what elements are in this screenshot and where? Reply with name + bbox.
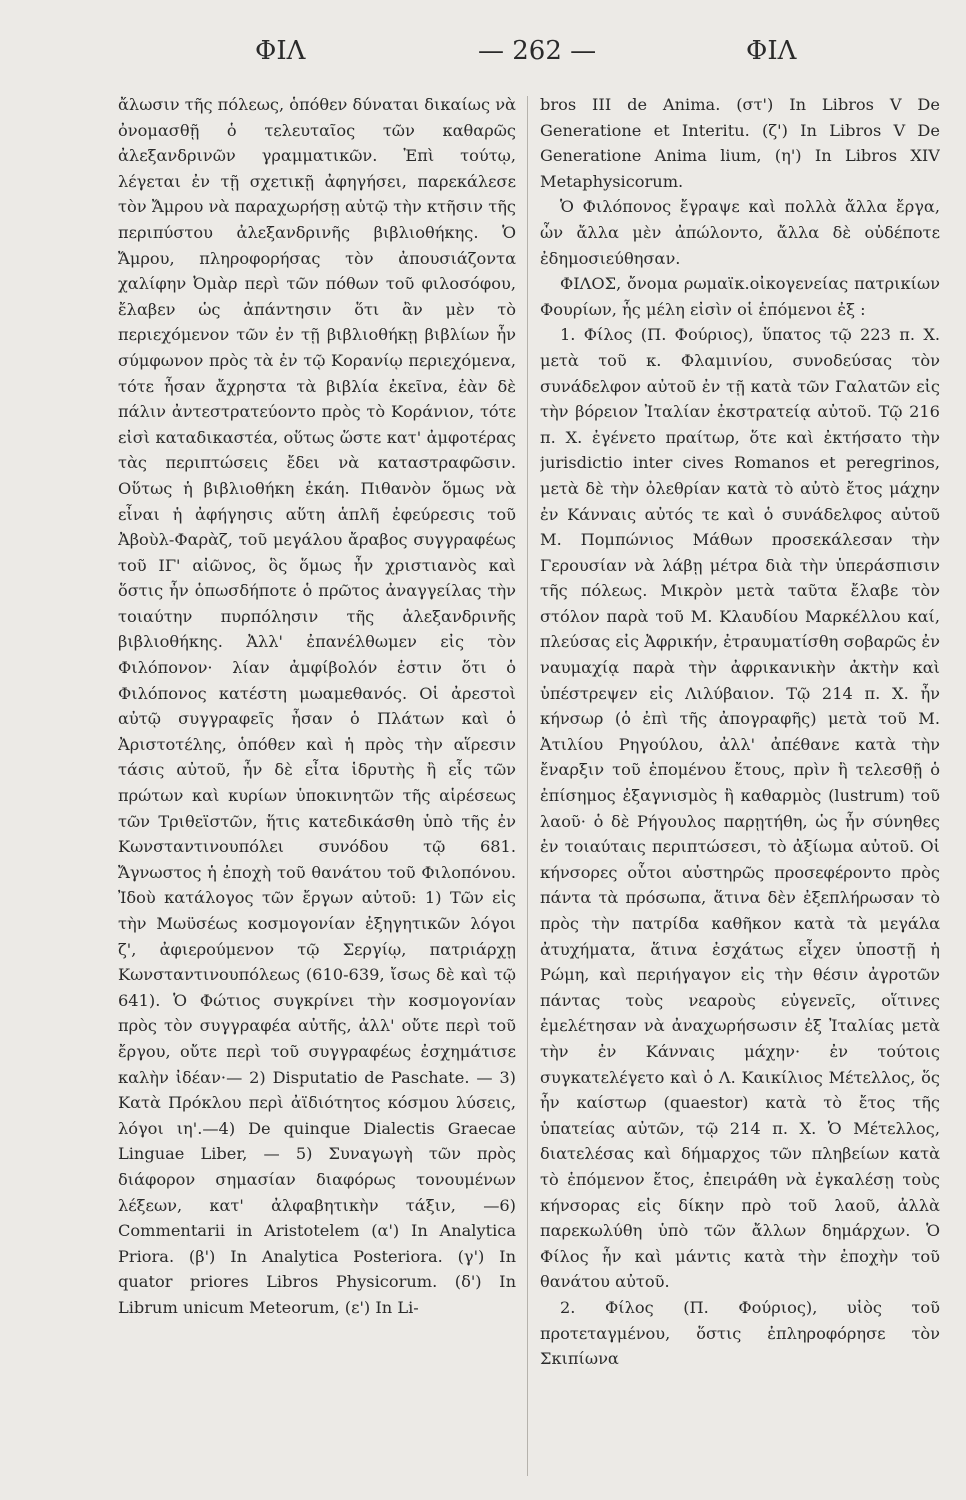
left-column <box>118 92 516 1482</box>
page-number: — 262 — <box>478 36 597 66</box>
header-right: ΦΙΛ <box>746 36 797 66</box>
running-header <box>0 36 966 76</box>
right-paragraph: 1. Φίλος (Π. Φούριος), ὕπατος τῷ 223 π. Χ. μετὰ τοῦ κ. Φλαμινίου, συνοδεύσας τὸν συνάδελφον αὐτοῦ ἐν τῇ κατὰ τῶν Γαλατῶν εἰς τὴν βόρειον Ἰταλίαν ἐκστρατείᾳ αὐτοῦ. Τῷ 216 π. Χ. ἐγένετο πραίτωρ, ὅτε καὶ ἐκτήσατο τὴν jurisdictio inter cives Romanos et peregrinos, μετὰ δὲ τὴν ὀλεθρίαν κατὰ τὸ αὐτὸ ἔτος μάχην ἐν Κάνναις αὐτός τε καὶ ὁ συνάδελφος αὐτοῦ Μ. Πομπώνιος Μάθων προσεκάλεσαν τὴν Γερουσίαν νὰ λάβῃ μέτρα διὰ τὴν ὑπεράσπισιν τῆς πόλεως. Μικρὸν μετὰ ταῦτα ἔλαβε τὸν στόλον παρὰ τοῦ Μ. Κλαυδίου Μαρκέλλου καί, πλεύσας εἰς Ἀφρικήν, ἐτραυματίσθη σοβαρῶς ἐν ναυμαχίᾳ παρὰ τὴν ἀφρικανικὴν ἀκτὴν καὶ ὑπέστρεψεν εἰς Λιλύβαιον. Τῷ 214 π. Χ. ἦν κήνσωρ (ὁ ἐπὶ τῆς ἀπογραφῆς) μετὰ τοῦ Μ. Ἀτιλίου Ρηγούλου, ἀλλ' ἀπέθανε κατὰ τὴν ἔναρξιν τοῦ ἑπομένου ἔτους, πρὶν ἢ τελεσθῇ ὁ ἐπίσημος ἐξαγνισμὸς ἢ καθαρμὸς (lustrum) τοῦ λαοῦ· ὁ δὲ Ρήγουλος παρῃτήθη, ὡς ἦν σύνηθες ἐν τοιαύταις περιπτώσεσι, τὸ ἀξίωμα αὐτοῦ. Οἱ κήνσορες οὗτοι αὐστηρῶς προσεφέροντο πρὸς πάντα τὰ πρόσωπα, ἅτινα δὲν ἐξεπλήρωσαν τὸ πρὸς τὴν πατρίδα καθῆκον κατὰ τὰ μεγάλα ἀτυχήματα, ἅτινα ἐσχάτως εἶχεν ὑποστῇ ἡ Ρώμη, καὶ περιήγαγον εἰς τὴν θέσιν ἀγροτῶν πάντας τοὺς νεαροὺς εὐγενεῖς, οἵτινες ἐμελέτησαν νὰ ἀναχωρήσωσιν ἐξ Ἰταλίας μετὰ τὴν ἐν Κάνναις μάχην· ἐν τούτοις συγκατελέγετο καὶ ὁ Λ. Καικίλιος Μέτελλος, ὅς ἦν καίστωρ (quaestor) κατὰ τὸ ἔτος τῆς ὑπατείας αὐτῶν, τῷ 214 π. Χ. Ὁ Μέτελλος, διατελέσας καὶ δήμαρχος τῶν πληβείων κατὰ τὸ ἑπόμενον ἔτος, ἐπειράθη νὰ ἐγκαλέσῃ τοὺς κήνσορας εἰς δίκην πρὸ τοῦ λαοῦ, ἀλλὰ παρεκωλύθη ὑπὸ τῶν ἄλλων δημάρχων. Ὁ Φίλος ἦν καὶ μάντις κατὰ τὴν ἐποχὴν τοῦ θανάτου αὐτοῦ. <box>540 325 940 1292</box>
right-paragraph: Ὁ Φιλόπονος ἔγραψε καὶ πολλὰ ἄλλα ἔργα, ὧν ἄλλα μὲν ἀπώλοντο, ἄλλα δὲ οὐδέποτε ἐδημοσιεύθησαν. <box>540 197 940 268</box>
right-column <box>540 92 940 1482</box>
column-divider <box>527 96 528 1476</box>
right-paragraph: ΦΙΛΟΣ, ὄνομα ρωμαϊκ.οἰκογενείας πατρικίων Φουρίων, ἧς μέλη εἰσὶν οἱ ἑπόμενοι ἐξ : <box>540 274 940 319</box>
right-paragraph: bros III de Anima. (στ') In Libros V De Generatione et Interitu. (ζ') In Libros V De Generatione Anima lium, (η') In Libros XIV Metaphysicorum. <box>540 95 940 191</box>
left-paragraph: ἄλωσιν τῆς πόλεως, ὁπόθεν δύναται δικαίως νὰ ὀνομασθῇ ὁ τελευταῖος τῶν καθαρῶς ἀλεξανδρινῶν γραμματικῶν. Ἐπὶ τούτῳ, λέγεται ἐν τῇ σχετικῇ ἀφηγήσει, παρεκάλεσε τὸν Ἄμρου νὰ παραχωρήσῃ αὐτῷ τὴν κτῆσιν τῆς περιπύστου ἀλεξανδρινῆς βιβλιοθήκης. Ὁ Ἄμρου, πληροφορήσας τὸν ἀπουσιάζοντα χαλίφην Ὀμὰρ περὶ τῶν πόθων τοῦ φιλοσόφου, ἔλαβεν ὡς ἀπάντησιν ὅτι ἂν μὲν τὸ περιεχόμενον τῶν ἐν τῇ βιβλιοθήκῃ βιβλίων ἦν σύμφωνον πρὸς τὰ ἐν τῷ Κορανίῳ περιεχόμενα, τότε ἦσαν ἄχρηστα τὰ βιβλία ἐκεῖνα, ἐὰν δὲ πάλιν ἀντεστρατεύοντο πρὸς τὸ Κοράνιον, τότε εἰσὶ καταδικαστέα, οὕτως ὥστε κατ' ἀμφοτέρας τὰς περιπτώσεις ἔδει νὰ καταστραφῶσιν. Οὕτως ἡ βιβλιοθήκη ἐκάη. Πιθανὸν ὅμως νὰ εἶναι ἡ ἀφήγησις αὕτη ἁπλῆ ἐφεύρεσις τοῦ Ἀβοὺλ-Φαρὰζ, τοῦ μεγάλου ἄραβος συγγραφέως τοῦ ΙΓ' αἰῶνος, ὃς ὅμως ἦν χριστιανὸς καὶ ὅστις ἦν ὁπωσδήποτε ὁ πρῶτος ἀναγγείλας τὴν τοιαύτην πυρπόλησιν τῆς ἀλεξανδρινῆς βιβλιοθήκης. Ἀλλ' ἐπανέλθωμεν εἰς τὸν Φιλόπονον· λίαν ἀμφίβολόν ἐστιν ὅτι ὁ Φιλόπονος κατέστη μωαμεθανός. Οἱ ἀρεστοὶ αὐτῷ συγγραφεῖς ἦσαν ὁ Πλάτων καὶ ὁ Ἀριστοτέλης, ὁπόθεν καὶ ἡ πρὸς τὴν αἵρεσιν τάσις αὐτοῦ, ἦν δὲ εἶτα ἱδρυτὴς ἢ εἷς τῶν πρώτων καὶ κυρίων ὑποκινητῶν τῆς αἱρέσεως τῶν Τριθεϊστῶν, ἥτις κατεδικάσθη ὑπὸ τῆς ἐν Κωνσταντινουπόλει συνόδου τῷ 681. Ἄγνωστος ἡ ἐποχὴ τοῦ θανάτου τοῦ Φιλοπόνου. Ἰδοὺ κατάλογος τῶν ἔργων αὐτοῦ: 1) Τῶν εἰς τὴν Μωϋσέως κοσμογονίαν ἐξηγητικῶν λόγοι ζ', ἀφιερούμενον τῷ Σεργίῳ, πατριάρχῃ Κωνσταντινουπόλεως (610-639, ἴσως δὲ καὶ τῷ 641). Ὁ Φώτιος συγκρίνει τὴν κοσμογονίαν πρὸς τὸν συγγραφέα αὐτῆς, ἀλλ' οὔτε περὶ τοῦ ἔργου, οὔτε περὶ τοῦ συγγραφέως ἐσχημάτισε καλὴν ἰδέαν·— 2) Disputatio de Paschate. — 3) Κατὰ Πρόκλου περὶ ἀϊδιότητος κόσμου λύσεις, λόγοι ιη'.—4) De quinque Dialectis Graecae Linguae Liber, — 5) Συναγωγὴ τῶν πρὸς διάφορον σημασίαν διαφόρως τονουμένων λέξεων, κατ' ἀλφαβητικὴν τάξιν, —6) Commentarii in Aristotelem (α') In Analytica Priora. (β') In Analytica Posteriora. (γ') In quator priores Libros Physicorum. (δ') In Librum unicum Meteorum, (ε') In Li- <box>118 95 516 1317</box>
right-paragraph: 2. Φίλος (Π. Φούριος), υἱὸς τοῦ προτεταγμένου, ὅστις ἐπληροφόρησε τὸν Σκιπίωνα <box>540 1297 940 1369</box>
header-left: ΦΙΛ <box>255 36 306 66</box>
